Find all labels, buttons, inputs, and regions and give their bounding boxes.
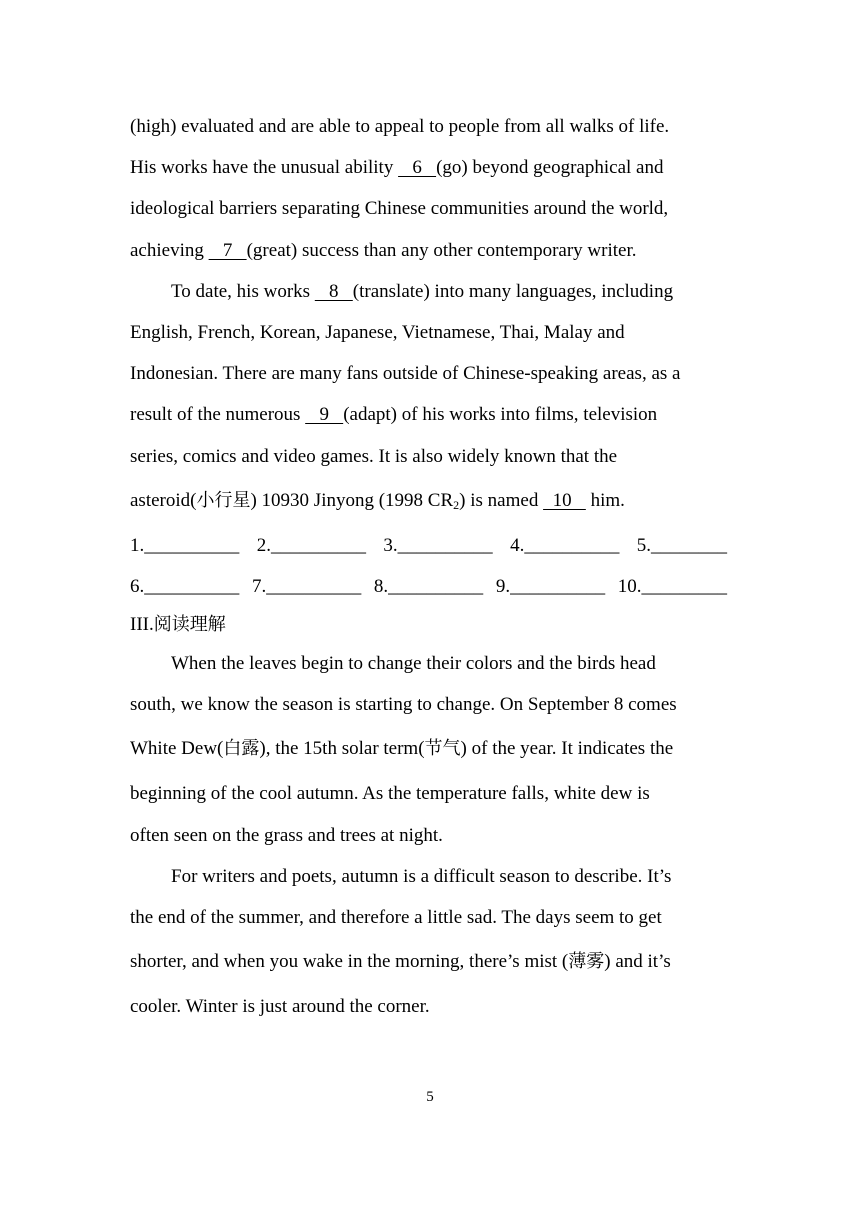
answer-blank: 8.__________	[373, 575, 484, 597]
answer-blank: 7.__________	[251, 575, 362, 597]
blank-7: 7	[208, 239, 247, 261]
answer-blank: 2.__________	[256, 534, 366, 556]
page-content	[130, 106, 730, 1027]
answer-blank: 1.__________	[130, 534, 240, 556]
passage-line: achieving 7 (great) success than any other contemporary writer.	[130, 239, 637, 261]
page-number: 5	[426, 1089, 434, 1105]
passage-line: often seen on the grass and trees at night.	[130, 824, 443, 846]
passage-line: cooler. Winter is just around the corner.	[130, 996, 430, 1018]
passage-line: His works have the unusual ability 6 (go) beyond geographical and	[130, 157, 664, 179]
blank-10: 10	[543, 489, 586, 511]
blank-6: 6	[398, 157, 437, 179]
answer-blank: 9.__________	[495, 575, 606, 597]
answer-blank: 10._________	[617, 575, 727, 597]
passage-line: Indonesian. There are many fans outside of Chinese-speaking areas, as a	[130, 363, 681, 385]
answer-row-1	[130, 525, 727, 566]
passage-line: beginning of the cool autumn. As the temperature falls, white dew is	[130, 783, 650, 805]
passage-line: the end of the summer, and therefore a little sad. The days seem to get	[130, 907, 662, 928]
passage-line: asteroid(小行星) 10930 Jinyong (1998 $CR_2$) is named 10 him.	[130, 489, 625, 512]
answer-blank: 3.__________	[383, 534, 493, 556]
passage-line: south, we know the season is starting to change. On September 8 comes	[130, 694, 677, 716]
passage-line: shorter, and when you wake in the morning, there’s mist (薄雾) and it’s	[130, 951, 671, 973]
passage-line: English, French, Korean, Japanese, Vietnamese, Thai, Malay and	[130, 321, 625, 343]
passage-line: When the leaves begin to change their colors and the birds head	[171, 653, 656, 675]
passage-line: To date, his works 8 (translate) into many languages, including	[171, 280, 674, 302]
passage-line: ideological barriers separating Chinese communities around the world,	[130, 198, 669, 220]
section-heading: III.阅读理解	[130, 614, 226, 636]
passage-line: series, comics and video games. It is also widely known that the	[130, 445, 618, 467]
answer-blank: 5.________	[636, 534, 727, 556]
answer-row-2	[130, 566, 727, 607]
answer-blank: 6.__________	[130, 575, 240, 597]
passage-line: (high) evaluated and are able to appeal to people from all walks of life.	[130, 116, 670, 137]
passage-line: result of the numerous 9 (adapt) of his works into films, television	[130, 404, 658, 426]
passage-line: White Dew(白露), the 15th solar term(节气) of the year. It indicates the	[130, 738, 674, 760]
blank-8: 8	[314, 280, 353, 302]
passage-line: For writers and poets, autumn is a difficult season to describe. It’s	[171, 865, 672, 887]
answer-blank: 4.__________	[510, 534, 620, 556]
blank-9: 9	[305, 404, 344, 426]
